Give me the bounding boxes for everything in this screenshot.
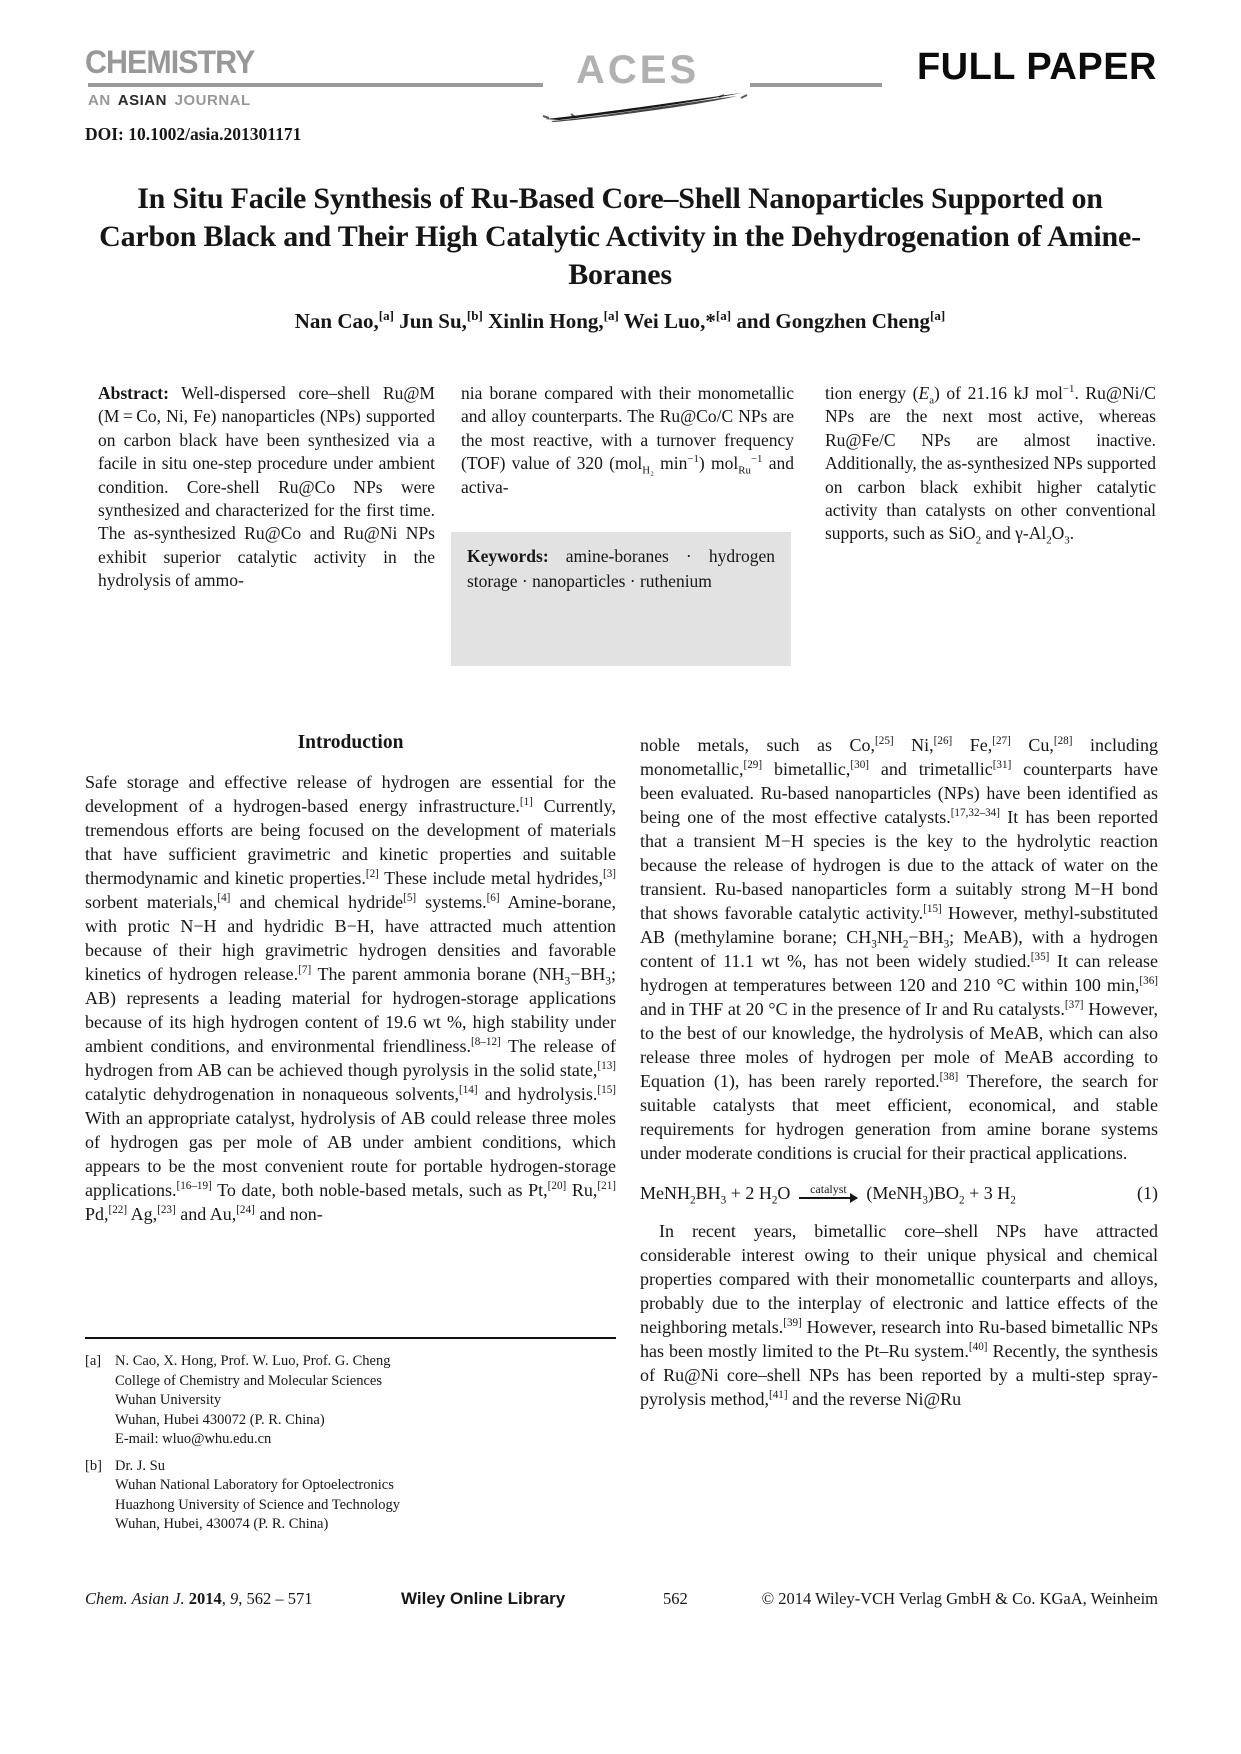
journal-citation: Chem. Asian J. 2014, 9, 562 – 571 bbox=[85, 1589, 313, 1608]
footnote-a-address: Wuhan, Hubei 430072 (P. R. China) bbox=[115, 1411, 325, 1428]
intro-paragraph-right-2: In recent years, bimetallic core–shell NPs have attracted considerable interest owing to their unique physical and chemical properties compared with their monometallic counterparts and alloys, probably due to the interplay of electronic and lattice effects of the neighboring metals.[39] However, research into Ru-based bimetallic NPs has been mostly limited to the Pt–Ru system.[40] Recently, the synthesis of Ru@Ni core–shell NPs has been reported by a multi-step spray-pyrolysis method,[41] and the reverse Ni@Ru bbox=[640, 1221, 1159, 1409]
footnote-b-university: Huazhong University of Science and Technology bbox=[115, 1496, 401, 1513]
footnote-divider bbox=[85, 1337, 616, 1339]
header-rule-right bbox=[750, 83, 882, 87]
article-type-label: FULL PAPER bbox=[916, 46, 1157, 88]
reaction-arrow-line bbox=[799, 1197, 857, 1199]
journal-sub-journal: JOURNAL bbox=[174, 92, 251, 109]
footnote-a bbox=[85, 1352, 616, 1450]
footnote-b bbox=[85, 1457, 616, 1535]
journal-sub-asian: ASIAN bbox=[117, 92, 167, 109]
footnote-a-department: College of Chemistry and Molecular Sciences bbox=[115, 1372, 382, 1389]
article-title: In Situ Facile Synthesis of Ru-Based Core–Shell Nanoparticles Supported on Carbon Black and Their High Catalytic Activity in the Dehydrogenation of Amine-Boranes bbox=[99, 182, 1141, 291]
equation-1 bbox=[640, 1181, 1158, 1205]
copyright-notice: © 2014 Wiley-VCH Verlag GmbH & Co. KGaA, Weinheim bbox=[761, 1589, 1158, 1608]
wiley-online-library-label: Wiley Online Library bbox=[401, 1589, 566, 1608]
footnote-b-author: Dr. J. Su bbox=[115, 1457, 165, 1474]
footnote-a-university: Wuhan University bbox=[115, 1392, 222, 1408]
footnote-b-address: Wuhan, Hubei, 430074 (P. R. China) bbox=[115, 1516, 329, 1532]
footnotes-block bbox=[85, 1352, 616, 1542]
aces-logo: ACES bbox=[576, 48, 700, 92]
aces-swoosh-icon bbox=[541, 90, 751, 124]
right-column bbox=[640, 733, 1158, 1411]
footnote-b-body bbox=[115, 1457, 400, 1535]
authors-line: Nan Cao,[a] Jun Su,[b] Xinlin Hong,[a] Wei Luo,*[a] and Gongzhen Cheng[a] bbox=[294, 308, 946, 333]
footnote-a-body bbox=[115, 1352, 391, 1450]
header-rule-left bbox=[88, 83, 543, 87]
section-heading-introduction: Introduction bbox=[297, 732, 404, 753]
footnote-a-email[interactable]: E-mail: wluo@whu.edu.cn bbox=[115, 1431, 272, 1447]
equation-rhs: $(MeNH_3)BO_2 + 3$ $H_2$ bbox=[866, 1183, 1016, 1207]
footnote-a-label: [a] bbox=[85, 1353, 102, 1369]
abstract-column-1: Abstract: Well-dispersed core–shell Ru@M (M = Co, Ni, Fe) nanoparticles (NPs) supported on carbon black have been synthesized via a facile in situ one-step procedure under ambient condition. Core-shell Ru@Co NPs were synthesized and characterized for the first time. The as-synthesized Ru@Co and Ru@Ni NPs exhibit superior catalytic activity in the hydrolysis of ammo- bbox=[98, 383, 435, 591]
reaction-arrow-icon bbox=[799, 1183, 857, 1203]
footnote-b-laboratory: Wuhan National Laboratory for Optoelectronics bbox=[115, 1477, 394, 1493]
journal-logo-subtitle bbox=[88, 92, 251, 109]
left-column bbox=[85, 731, 616, 1226]
intro-paragraph-right-1: noble metals, such as Co,[25] Ni,[26] Fe,[27] Cu,[28] including monometallic,[29] bimetallic,[30] and trimetallic[31] counterparts have been evaluated. Ru-based nanoparticles (NPs) have been identified as being one of the most effective catalysts.[17,32–34] It has been reported that a transient M−H species is the key to the hydrolytic reaction because the release of hydrogen is due to the attack of water on the transient. Ru-based nanoparticles form a suitably strong M−H bond that shows favorable catalytic activity.[15] However, methyl-substituted AB (methylamine borane; $CH_3NH_2-BH_3$; MeAB), with a hydrogen content of 11.1 wt %, has not been widely studied.[35] It can release hydrogen at temperatures between 120 and 210 °C within 100 min,[36] and in THF at 20 °C in the presence of Ir and Ru catalysts.[37] However, to the best of our knowledge, the hydrolysis of MeAB, which can also release three moles of hydrogen per mole of MeAB according to Equation (1), has been rarely reported.[38] Therefore, the search for suitable catalysts that meet efficient, economical, and stable requirements for hydrogen generation from amine borane systems under moderate conditions is crucial for their practical applications. bbox=[640, 735, 1159, 1163]
equation-lhs: $MeNH_2BH_3 + 2$ $H_2O$ bbox=[640, 1183, 791, 1207]
footnote-a-authors: N. Cao, X. Hong, Prof. W. Luo, Prof. G. Cheng bbox=[115, 1353, 391, 1369]
journal-sub-an: AN bbox=[88, 92, 111, 109]
page-number: 562 bbox=[663, 1589, 688, 1608]
abstract-column-2: nia borane compared with their monometallic and alloy counterparts. The Ru@Co/C NPs are the most reactive, with a turnover frequency (TOF) value of 320 (mol$_{H_2}$ $\min^{-1}$) mol$_{Ru}^{-1}$ and activa- bbox=[461, 383, 794, 497]
intro-paragraph-left: Safe storage and effective release of hydrogen are essential for the development of a hydrogen-based energy infrastructure.[1] Currently, tremendous efforts are being focused on the development of materials that have sufficient gravimetric and kinetic properties and suitable thermodynamic and kinetic properties.[2] These include metal hydrides,[3] sorbent materials,[4] and chemical hydride[5] systems.[6] Amine-borane, with protic N−H and hydridic B−H, have attracted much attention because of their high gravimetric hydrogen densities and favorable kinetics of hydrogen release.[7] The parent ammonia borane ($NH_3-BH_3$; AB) represents a leading material for hydrogen-storage applications because of its high hydrogen content of 19.6 wt %, high stability under ambient conditions, and environmental friendliness.[8–12] The release of hydrogen from AB can be achieved though pyrolysis in the solid state,[13] catalytic dehydrogenation in nonaqueous solvents,[14] and hydrolysis.[15] With an appropriate catalyst, hydrolysis of AB could release three moles of hydrogen gas per mole of AB under ambient conditions, which appears to be the most convenient route for portable hydrogen-storage applications.[16–19] To date, both noble-based metals, such as Pt,[20] Ru,[21] Pd,[22] Ag,[23] and Au,[24] and non- bbox=[85, 772, 616, 1224]
doi-text: DOI: 10.1002/asia.201301171 bbox=[85, 124, 302, 144]
abstract-column-3: tion energy $(E_a)$ of 21.16 kJ mol$^{-1}$. Ru@Ni/C NPs are the next most active, whereas Ru@Fe/C NPs are almost inactive. Additionally, the as-synthesized NPs supported on carbon black exhibit higher catalytic activity than catalysts on other conventional supports, such as SiO$_2$ and $\gamma-Al_2O_3$. bbox=[825, 383, 1156, 547]
page-footer bbox=[85, 1589, 1158, 1613]
journal-logo-chemistry: CHEMISTRY bbox=[85, 44, 255, 80]
footnote-b-label: [b] bbox=[85, 1457, 102, 1474]
equation-number: (1) bbox=[1137, 1183, 1158, 1203]
reaction-arrow-label: catalyst bbox=[810, 1182, 847, 1197]
keywords-box: Keywords: amine-boranes · hydrogen storage · nanoparticles · ruthenium bbox=[451, 532, 791, 666]
